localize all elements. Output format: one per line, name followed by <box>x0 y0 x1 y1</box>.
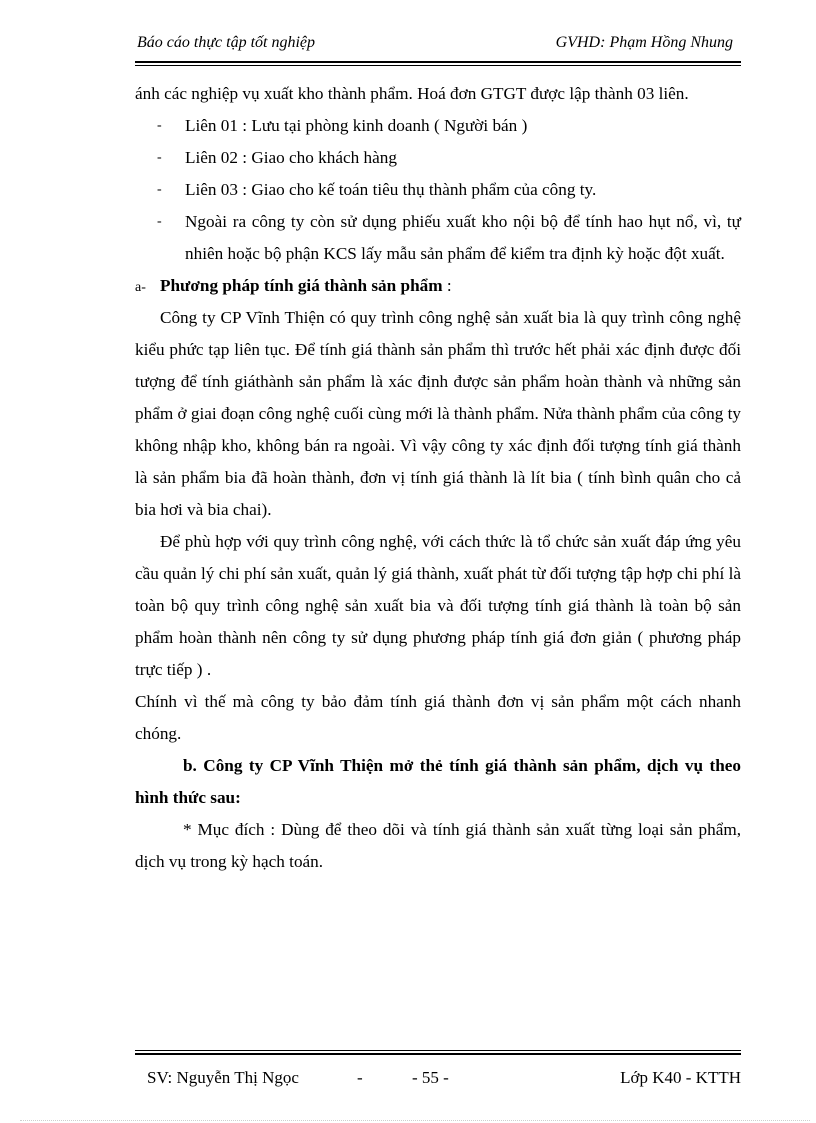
footer-rule-thick <box>135 1053 741 1055</box>
section-a-title: Phương pháp tính giá thành sản phẩm <box>160 276 443 295</box>
list-marker: - <box>157 214 162 229</box>
list-item-text: Ngoài ra công ty còn sử dụng phiếu xuất kho nội bộ để tính hao hụt nổ, vì, tự nhiên hoặc bộ phận KCS lấy mẫu sản phẩm để kiểm tra định kỳ hoặc đột xuất. <box>185 212 741 263</box>
section-a-colon: : <box>442 276 452 295</box>
section-a-heading <box>135 270 741 302</box>
header-report-title: Báo cáo thực tập tốt nghiệp <box>137 34 316 51</box>
section-b-title: b. Công ty CP Vĩnh Thiện mở thẻ tính giá thành sản phẩm, dịch vụ theo hình thức sau: <box>135 756 741 807</box>
header-rule-thick <box>135 61 741 63</box>
list-item-text: Liên 01 : Lưu tại phòng kinh doanh ( Người bán ) <box>185 116 528 135</box>
costing-paragraph-2: Để phù hợp với quy trình công nghệ, với cách thức là tổ chức sản xuất đáp ứng yêu cầu quản lý chi phí sản xuất, quản lý giá thành, xuất phát từ đối tượng tập hợp chi phí là toàn bộ quy trình công nghệ sản xuất bia và đối tượng tính giá thành là toàn bộ sản phẩm hoàn thành nên công ty sử dụng phương pháp tính giá đơn giản ( phương pháp trực tiếp ) . <box>135 532 741 679</box>
list-item <box>135 110 741 142</box>
footer-rule-thin <box>135 1050 741 1051</box>
page-number: - 55 - <box>412 1068 449 1087</box>
list-item-text: Liên 02 : Giao cho khách hàng <box>185 148 397 167</box>
purpose-paragraph: * Mục đích : Dùng để theo dõi và tính giá thành sản xuất từng loại sản phẩm, dịch vụ trong kỳ hạch toán. <box>135 820 741 871</box>
page-header <box>135 30 741 58</box>
page-footer <box>135 1068 741 1092</box>
header-rule-thin <box>135 65 741 66</box>
invoice-copies-list <box>135 110 741 270</box>
section-a-number: a- <box>135 280 146 295</box>
footer-student: SV: Nguyễn Thị Ngọc <box>147 1068 299 1087</box>
list-item <box>135 174 741 206</box>
footer-class: Lớp K40 - KTTH <box>620 1068 741 1087</box>
list-item <box>135 142 741 174</box>
intro-paragraph: ánh các nghiệp vụ xuất kho thành phẩm. Hoá đơn GTGT được lập thành 03 liên. <box>135 84 689 103</box>
list-item <box>135 206 741 270</box>
costing-paragraph-3: Chính vì thế mà công ty bảo đảm tính giá thành đơn vị sản phẩm một cách nhanh chóng. <box>135 692 741 743</box>
list-item-text: Liên 03 : Giao cho kế toán tiêu thụ thành phẩm của công ty. <box>185 180 597 199</box>
section-b-heading <box>135 750 741 814</box>
header-supervisor: GVHD: Phạm Hồng Nhung <box>555 34 733 51</box>
page-bottom-edge <box>20 1120 810 1121</box>
footer-separator: - <box>357 1068 363 1087</box>
list-marker: - <box>157 118 162 133</box>
page-body <box>135 78 741 878</box>
list-marker: - <box>157 182 162 197</box>
list-marker: - <box>157 150 162 165</box>
costing-paragraph-1: Công ty CP Vĩnh Thiện có quy trình công nghệ sản xuất bia là quy trình công nghệ kiểu phức tạp liên tục. Để tính giá thành sản phẩm thì trước hết phải xác định được đối tượng để tính giáthành sản phẩm là xác định được sản phẩm hoàn thành và những sản phẩm ở giai đoạn công nghệ cuối cùng mới là thành phẩm. Nửa thành phẩm của công ty không nhập kho, không bán ra ngoài. Vì vậy công ty xác định đối tượng tính giá thành là sản phẩm bia đã hoàn thành, đơn vị tính giá thành là lít bia ( tính bình quân cho cả bia hơi và bia chai). <box>135 308 741 519</box>
